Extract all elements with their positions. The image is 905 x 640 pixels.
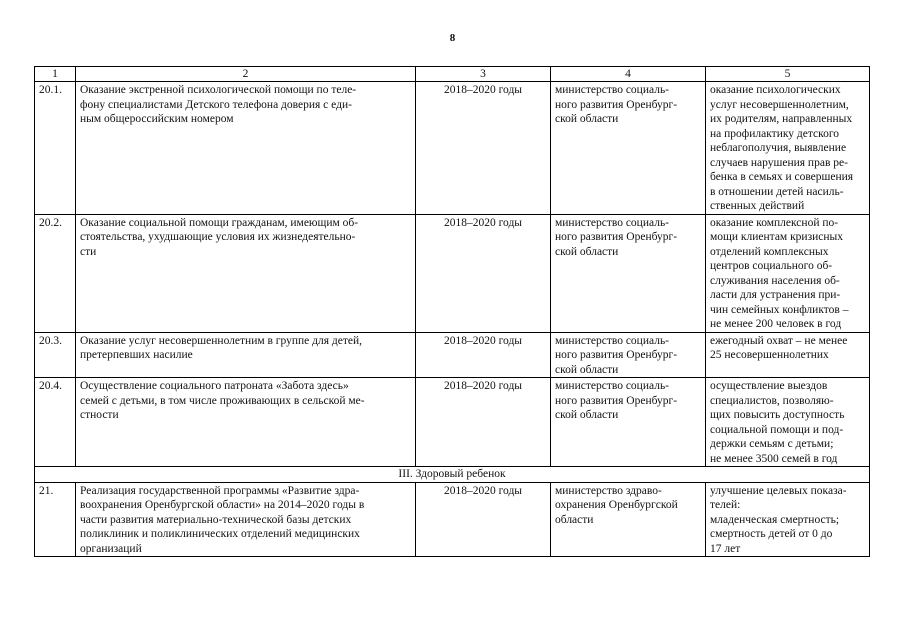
expected-result: оказание психологических услуг несовершеннолетним, их родителям, направленных на профилактику детского неблагополучия, выявление случаев нарушения прав ре- бенка в семьях и совершения в отношении детей насиль- ственных действий [706, 82, 870, 215]
measure-name: Оказание услуг несовершеннолетним в группе для детей, претерпевших насилие [76, 332, 416, 378]
section-title: III. Здоровый ребенок [35, 467, 870, 483]
item-number: 20.3. [35, 332, 76, 378]
column-header: 4 [551, 67, 706, 82]
expected-result: осуществление выездов специалистов, позволяю- щих повысить доступность социальной помощи и под- держки семьям с детьми; не менее 3500 семей в год [706, 378, 870, 467]
measure-name: Осуществление социального патроната «Забота здесь» семей с детьми, в том числе проживающих в сельской ме- стности [76, 378, 416, 467]
item-number: 21. [35, 482, 76, 557]
table-row [35, 82, 870, 215]
measure-name: Реализация государственной программы «Развитие здра- воохранения Оренбургской области» на 2014–2020 годы в части развития материально-технической базы детских поликлиник и поликлинических отделений медицинских организаций [76, 482, 416, 557]
executor: министерство здраво- охранения Оренбургской области [551, 482, 706, 557]
page-number: 8 [449, 32, 456, 44]
column-header: 5 [706, 67, 870, 82]
column-header: 2 [76, 67, 416, 82]
executor: министерство социаль- ного развития Оренбург- ской области [551, 378, 706, 467]
column-header: 3 [416, 67, 551, 82]
item-number: 20.4. [35, 378, 76, 467]
table-header-row [35, 67, 870, 82]
measures-table [34, 66, 870, 557]
section-row [35, 467, 870, 483]
executor: министерство социаль- ного развития Оренбург- ской области [551, 214, 706, 332]
period: 2018–2020 годы [416, 482, 551, 557]
period: 2018–2020 годы [416, 378, 551, 467]
table-row [35, 482, 870, 557]
measure-name: Оказание социальной помощи гражданам, имеющим об- стоятельства, ухудшающие условия их жизнедеятельно- сти [76, 214, 416, 332]
table-row [35, 214, 870, 332]
expected-result: оказание комплексной по- мощи клиентам кризисных отделений комплексных центров социального об- служивания населения об- ласти для устранения при- чин семейных конфликтов – не менее 200 человек в год [706, 214, 870, 332]
table-row [35, 378, 870, 467]
period: 2018–2020 годы [416, 82, 551, 215]
table-row [35, 332, 870, 378]
period: 2018–2020 годы [416, 214, 551, 332]
measure-name: Оказание экстренной психологической помощи по теле- фону специалистами Детского телефона доверия с еди- ным общероссийским номером [76, 82, 416, 215]
executor: министерство социаль- ного развития Оренбург- ской области [551, 82, 706, 215]
period: 2018–2020 годы [416, 332, 551, 378]
column-header: 1 [35, 67, 76, 82]
item-number: 20.1. [35, 82, 76, 215]
item-number: 20.2. [35, 214, 76, 332]
expected-result: ежегодный охват – не менее 25 несовершеннолетних [706, 332, 870, 378]
executor: министерство социаль- ного развития Оренбург- ской области [551, 332, 706, 378]
expected-result: улучшение целевых показа- телей: младенческая смертность; смертность детей от 0 до 17 лет [706, 482, 870, 557]
